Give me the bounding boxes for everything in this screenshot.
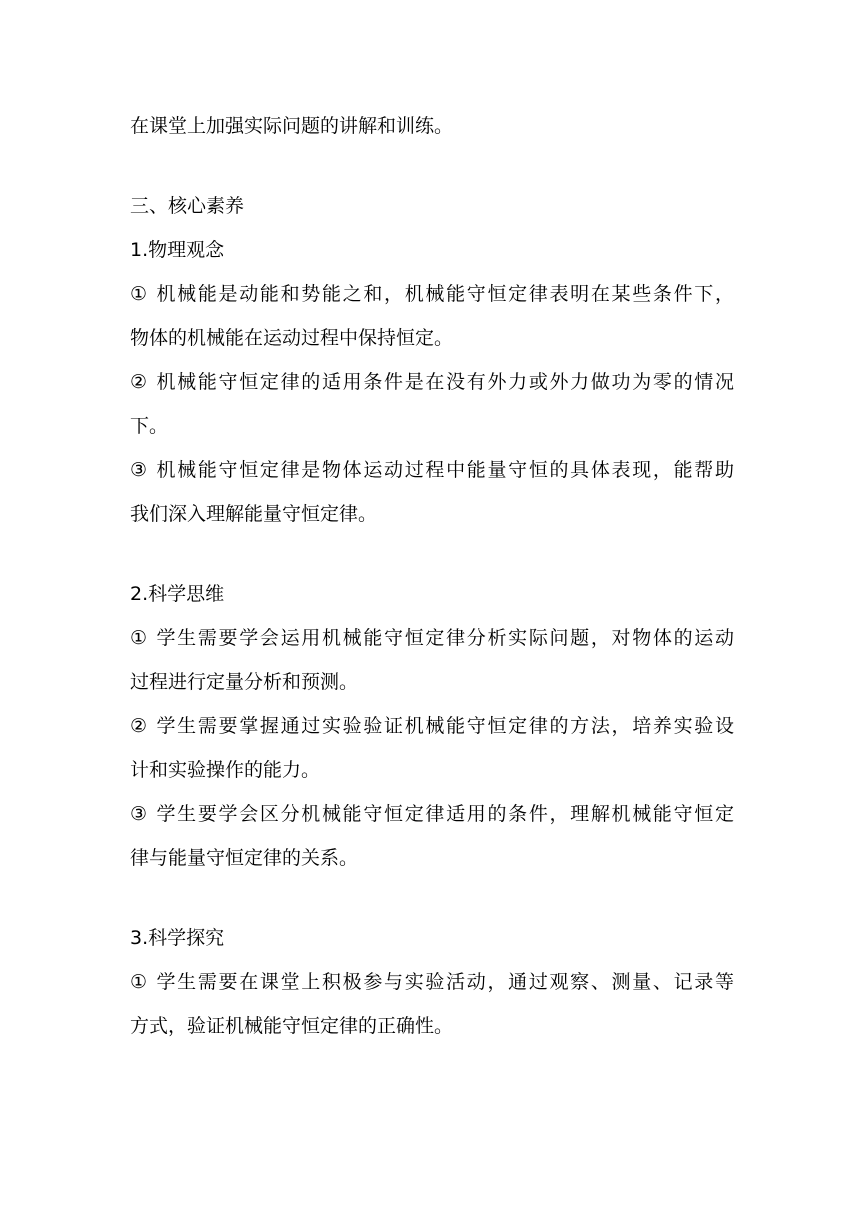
scientific-thinking-item-2-line-2: 计和实验操作的能力。: [130, 759, 321, 781]
physics-concept-item-3-line-1: ③ 机械能守恒定律是物体运动过程中能量守恒的具体表现，能帮助: [130, 459, 734, 481]
physics-concept-item-3: [130, 452, 734, 532]
scientific-thinking-item-3: [130, 796, 734, 876]
intro-line: 在课堂上加强实际问题的讲解和训练。: [130, 115, 454, 137]
physics-concept-item-2: [130, 364, 734, 444]
physics-concept-item-1-line-1: ① 机械能是动能和势能之和，机械能守恒定律表明在某些条件下，: [130, 283, 734, 305]
scientific-thinking-item-1-line-1: ① 学生需要学会运用机械能守恒定律分析实际问题，对物体的运动: [130, 627, 734, 649]
scientific-thinking-item-3-line-2: 律与能量守恒定律的关系。: [130, 847, 359, 869]
physics-concept-item-2-line-2: 下。: [130, 415, 169, 437]
scientific-inquiry-heading: 3.科学探究: [130, 927, 225, 949]
scientific-thinking-item-1-line-2: 过程进行定量分析和预测。: [130, 671, 359, 693]
scientific-thinking-heading: 2.科学思维: [130, 583, 225, 605]
scientific-thinking-item-2: [130, 708, 734, 788]
scientific-thinking-item-2-line-1: ② 学生需要掌握通过实验验证机械能守恒定律的方法，培养实验设: [130, 715, 734, 737]
blank-line: [130, 532, 734, 576]
scientific-thinking-item-1: [130, 620, 734, 700]
document-page: [130, 108, 734, 1044]
physics-concept-item-3-line-2: 我们深入理解能量守恒定律。: [130, 503, 378, 525]
blank-line: [130, 144, 734, 188]
physics-concept-heading: 1.物理观念: [130, 239, 225, 261]
scientific-inquiry-item-1-line-1: ① 学生需要在课堂上积极参与实验活动，通过观察、测量、记录等: [130, 971, 734, 993]
scientific-thinking-item-3-line-1: ③ 学生要学会区分机械能守恒定律适用的条件，理解机械能守恒定: [130, 803, 734, 825]
physics-concept-item-1: [130, 276, 734, 356]
scientific-inquiry-item-1: [130, 964, 734, 1044]
physics-concept-item-1-line-2: 物体的机械能在运动过程中保持恒定。: [130, 327, 454, 349]
physics-concept-item-2-line-1: ② 机械能守恒定律的适用条件是在没有外力或外力做功为零的情况: [130, 371, 734, 393]
scientific-inquiry-item-1-line-2: 方式，验证机械能守恒定律的正确性。: [130, 1015, 454, 1037]
blank-line: [130, 876, 734, 920]
section-title: 三、核心素养: [130, 195, 245, 217]
